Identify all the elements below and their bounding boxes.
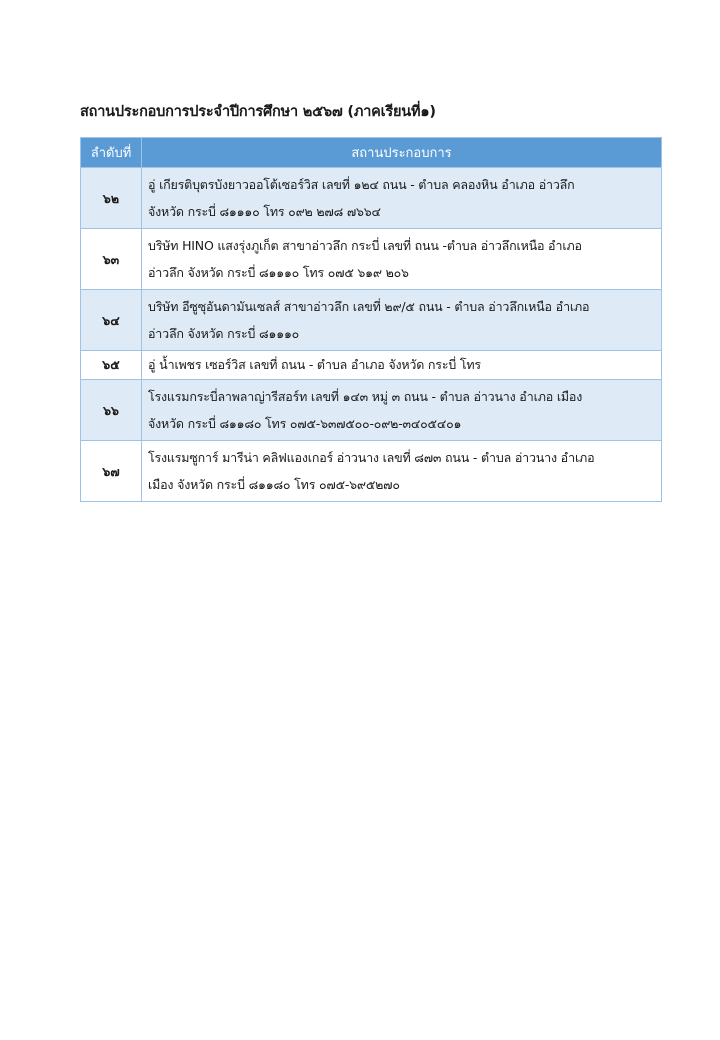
establishment-cell: โรงแรมกระบี่ลาพลาญ่ารีสอร์ท เลขที่ ๑๔๓ หมู่ ๓ ถนน - ตำบล อ่าวนาง อำเภอ เมือง จังหวัด กระบี่ ๘๑๑๘๐ โทร ๐๗๕-๖๓๗๕๐๐-๐๙๒-๓๔๐๕๔๐๑ <box>142 380 662 441</box>
establishment-cell: โรงแรมซูการ์ มารีน่า คลิฟแองเกอร์ อ่าวนาง เลขที่ ๘๗๓ ถนน - ตำบล อ่าวนาง อำเภอ เมือง จังหวัด กระบี่ ๘๑๑๘๐ โทร ๐๗๕-๖๙๕๒๗๐ <box>142 441 662 502</box>
establishment-cell: บริษัท HINO แสงรุ่งภูเก็ต สาขาอ่าวลึก กระบี่ เลขที่ ถนน -ตำบล อ่าวลึกเหนือ อำเภอ อ่าวลึก จังหวัด กระบี่ ๘๑๑๑๐ โทร ๐๗๕ ๖๑๙ ๒๐๖ <box>142 229 662 290</box>
row-number: ๖๕ <box>81 351 142 380</box>
page-title: สถานประกอบการประจำปีการศึกษา ๒๕๖๗ (ภาคเรียนที่๑) <box>80 104 436 120</box>
table-header-row <box>81 138 662 168</box>
table-row <box>81 351 662 380</box>
establishments-table <box>80 137 662 502</box>
row-number: ๖๗ <box>81 441 142 502</box>
row-number: ๖๔ <box>81 290 142 351</box>
establishment-cell: บริษัท อีซูซุอันดามันเซลส์ สาขาอ่าวลึก เลขที่ ๒๙/๕ ถนน - ตำบล อ่าวลึกเหนือ อำเภอ อ่าวลึก จังหวัด กระบี่ ๘๑๑๑๐ <box>142 290 662 351</box>
establishment-cell: อู่ เกียรติบุตรบังยาวออโต้เซอร์วิส เลขที่ ๑๒๔ ถนน - ตำบล คลองหิน อำเภอ อ่าวลึก จังหวัด กระบี่ ๘๑๑๑๐ โทร ๐๙๒ ๒๗๘ ๗๖๖๔ <box>142 168 662 229</box>
table-row <box>81 168 662 229</box>
table-row <box>81 229 662 290</box>
table-row <box>81 380 662 441</box>
row-number: ๖๓ <box>81 229 142 290</box>
row-number: ๖๖ <box>81 380 142 441</box>
column-header-order: ลำดับที่ <box>81 138 142 168</box>
table-row <box>81 290 662 351</box>
column-header-establishment: สถานประกอบการ <box>142 138 662 168</box>
row-number: ๖๒ <box>81 168 142 229</box>
table-row <box>81 441 662 502</box>
establishment-cell: อู่ น้ำเพชร เซอร์วิส เลขที่ ถนน - ตำบล อำเภอ จังหวัด กระบี่ โทร <box>142 351 662 380</box>
